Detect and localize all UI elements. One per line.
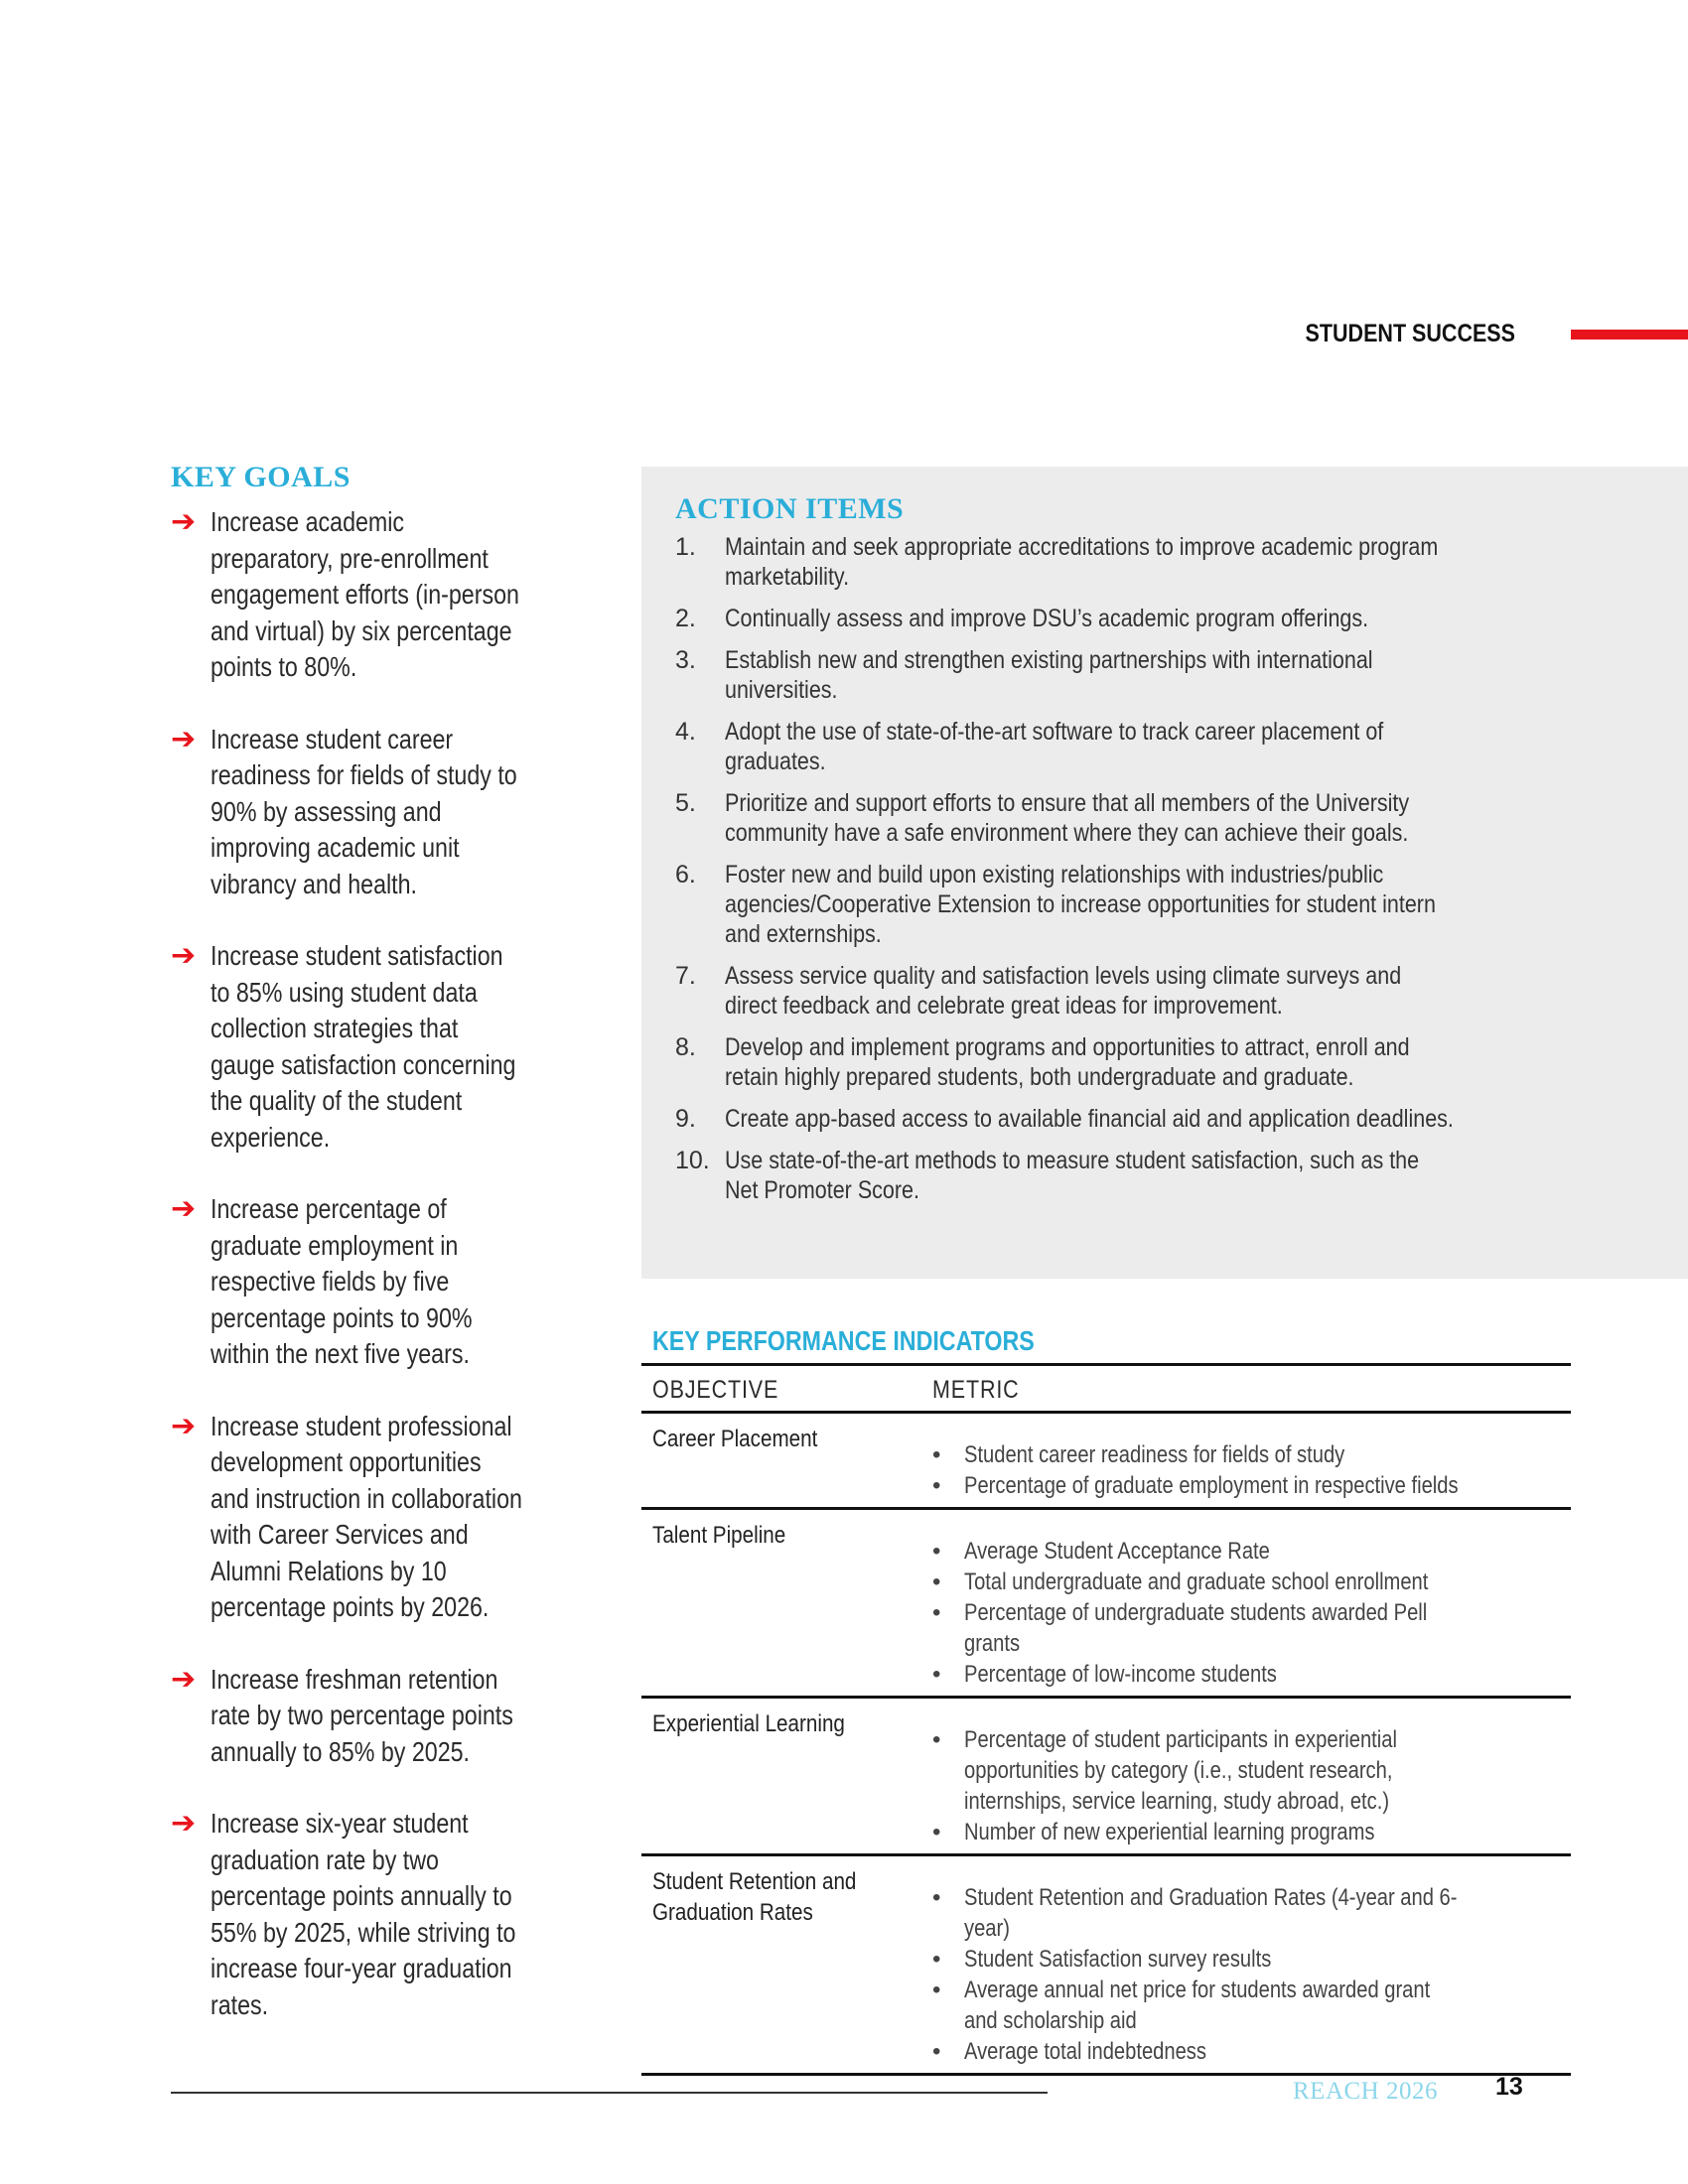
metric-item: • Number of new experiential learning programs — [932, 1819, 1375, 1845]
action-number: 7. — [675, 962, 696, 990]
action-text: Develop and implement programs and opportunities to attract, enroll and retain highly prepared students, both undergraduate and graduate. — [725, 1033, 1410, 1091]
table-row — [641, 1698, 1571, 1855]
section-accent-bar — [1571, 330, 1688, 340]
goal-text: Increase freshman retention rate by two percentage points annually to 85% by 2025. — [211, 1663, 513, 1767]
action-number: 9. — [675, 1105, 696, 1133]
action-number: 5. — [675, 789, 696, 817]
bullet-icon: • — [932, 1819, 941, 1845]
bullet-icon: • — [932, 1946, 941, 1973]
arrow-right-icon: ➔ — [171, 722, 197, 755]
goal-text: Increase percentage of graduate employment in respective fields by five percentage points to 90% within the next five years. — [211, 1193, 473, 1369]
action-text: Use state-of-the-art methods to measure student satisfaction, such as the Net Promoter Score. — [725, 1147, 1420, 1204]
action-item — [675, 961, 1688, 1021]
goal-item — [171, 504, 588, 686]
action-text: Create app-based access to available financial aid and application deadlines. — [725, 1105, 1454, 1133]
action-item — [675, 532, 1688, 592]
bullet-icon: • — [932, 1661, 941, 1688]
goal-text: Increase student professional development opportunities and instruction in collaboration with Career Services and Alumni Relations by 10 percentage points by 2026. — [211, 1410, 522, 1622]
goal-item — [171, 1409, 588, 1626]
metric-item: • Student Satisfaction survey results — [932, 1946, 1272, 1973]
goal-text: Increase student satisfaction to 85% using student data collection strategies that gauge satisfaction concerning the quality of the student experience. — [211, 940, 516, 1153]
action-text: Prioritize and support efforts to ensure that all members of the University community have a safe environment where they can achieve their goals. — [725, 789, 1410, 847]
goal-text: Increase academic preparatory, pre-enrollment engagement efforts (in-person and virtual) by six percentage points to 80%. — [211, 506, 519, 682]
goal-item — [171, 1191, 588, 1373]
arrow-right-icon: ➔ — [171, 505, 197, 538]
metric-item: • Average annual net price for students awarded grant and scholarship aid — [932, 1977, 1431, 2034]
action-number: 8. — [675, 1033, 696, 1061]
action-item — [675, 1104, 1688, 1134]
action-item — [675, 788, 1688, 848]
metric-item: • Percentage of low-income students — [932, 1661, 1277, 1688]
bullet-icon: • — [932, 1599, 941, 1626]
action-text: Continually assess and improve DSU’s academic program offerings. — [725, 605, 1369, 632]
metric-item: • Percentage of graduate employment in respective fields — [932, 1472, 1459, 1499]
action-text: Assess service quality and satisfaction levels using climate surveys and direct feedback and celebrate great ideas for improvement. — [725, 962, 1402, 1020]
key-goals-list — [171, 504, 588, 2023]
arrow-right-icon: ➔ — [171, 1807, 197, 1840]
metric-item: • Percentage of student participants in experiential opportunities by category (i.e., student research, internships, service learning, study abroad, etc.) — [932, 1726, 1397, 1815]
goal-item — [171, 722, 588, 903]
action-items-heading: ACTION ITEMS — [675, 492, 905, 525]
section-title: STUDENT SUCCESS — [1305, 320, 1515, 347]
metric-item: • Student Retention and Graduation Rates (4-year and 6-year) — [932, 1884, 1458, 1942]
metric-item: • Student career readiness for fields of study — [932, 1441, 1345, 1468]
goal-item — [171, 1806, 588, 2023]
kpi-header-row — [641, 1365, 1571, 1413]
objective-cell: Talent Pipeline — [652, 1522, 786, 1549]
metric-item: • Percentage of undergraduate students awarded Pell grants — [932, 1599, 1428, 1657]
table-row — [641, 1413, 1571, 1509]
metric-list — [932, 1882, 1560, 2067]
footer-divider — [171, 2092, 1048, 2094]
arrow-right-icon: ➔ — [171, 939, 197, 972]
bullet-icon: • — [932, 2038, 941, 2065]
action-number: 6. — [675, 861, 696, 888]
goal-text: Increase six-year student graduation rate by two percentage points annually to 55% by 2025, while striving to increase four-year graduation rates. — [211, 1808, 516, 2020]
metric-item: • Average Student Acceptance Rate — [932, 1538, 1270, 1565]
kpi-heading: KEY PERFORMANCE INDICATORS — [652, 1325, 1035, 1356]
action-number: 1. — [675, 533, 696, 561]
action-items-panel — [641, 467, 1688, 1279]
bullet-icon: • — [932, 1884, 941, 1911]
key-goals-column — [171, 461, 588, 2059]
objective-column-header: OBJECTIVE — [652, 1376, 779, 1404]
action-item — [675, 860, 1688, 949]
action-item — [675, 604, 1688, 633]
bullet-icon: • — [932, 1472, 941, 1499]
bullet-icon: • — [932, 1726, 941, 1753]
action-text: Maintain and seek appropriate accreditations to improve academic program marketability. — [725, 533, 1439, 591]
table-row — [641, 1855, 1571, 2075]
kpi-section — [641, 1325, 1499, 2076]
metric-item: • Average total indebtedness — [932, 2038, 1206, 2065]
metric-list — [932, 1724, 1560, 1847]
footer-brand: REACH 2026 — [1293, 2078, 1438, 2105]
table-row — [641, 1509, 1571, 1698]
action-text: Foster new and build upon existing relationships with industries/public agencies/Cooperative Extension to increase opportunities for student intern and externships. — [725, 861, 1436, 948]
action-items-list — [675, 532, 1688, 1205]
action-item — [675, 717, 1688, 776]
objective-cell: Experiential Learning — [652, 1710, 845, 1737]
goal-text: Increase student career readiness for fields of study to 90% by assessing and improving academic unit vibrancy and health. — [211, 723, 517, 899]
page-number: 13 — [1495, 2073, 1523, 2101]
goal-item — [171, 938, 588, 1156]
arrow-right-icon: ➔ — [171, 1409, 197, 1442]
metric-item: • Total undergraduate and graduate school enrollment — [932, 1569, 1429, 1595]
goal-item — [171, 1662, 588, 1771]
action-number: 2. — [675, 605, 696, 632]
arrow-right-icon: ➔ — [171, 1192, 197, 1225]
metric-column-header: METRIC — [932, 1376, 1020, 1404]
action-item — [675, 645, 1688, 705]
action-text: Establish new and strengthen existing partnerships with international universities. — [725, 646, 1373, 704]
arrow-right-icon: ➔ — [171, 1662, 197, 1696]
objective-cell: Career Placement — [652, 1426, 818, 1452]
bullet-icon: • — [932, 1538, 941, 1565]
bullet-icon: • — [932, 1569, 941, 1595]
bullet-icon: • — [932, 1977, 941, 2003]
kpi-table — [641, 1363, 1571, 2076]
action-text: Adopt the use of state-of-the-art software to track career placement of graduates. — [725, 718, 1384, 775]
action-number: 3. — [675, 646, 696, 674]
action-item — [675, 1146, 1688, 1205]
objective-cell: Student Retention and Graduation Rates — [652, 1868, 857, 1926]
metric-list — [932, 1536, 1560, 1690]
key-goals-heading: KEY GOALS — [171, 461, 351, 493]
action-item — [675, 1032, 1688, 1092]
action-number: 10. — [675, 1147, 710, 1174]
bullet-icon: • — [932, 1441, 941, 1468]
metric-list — [932, 1439, 1560, 1501]
action-number: 4. — [675, 718, 696, 746]
